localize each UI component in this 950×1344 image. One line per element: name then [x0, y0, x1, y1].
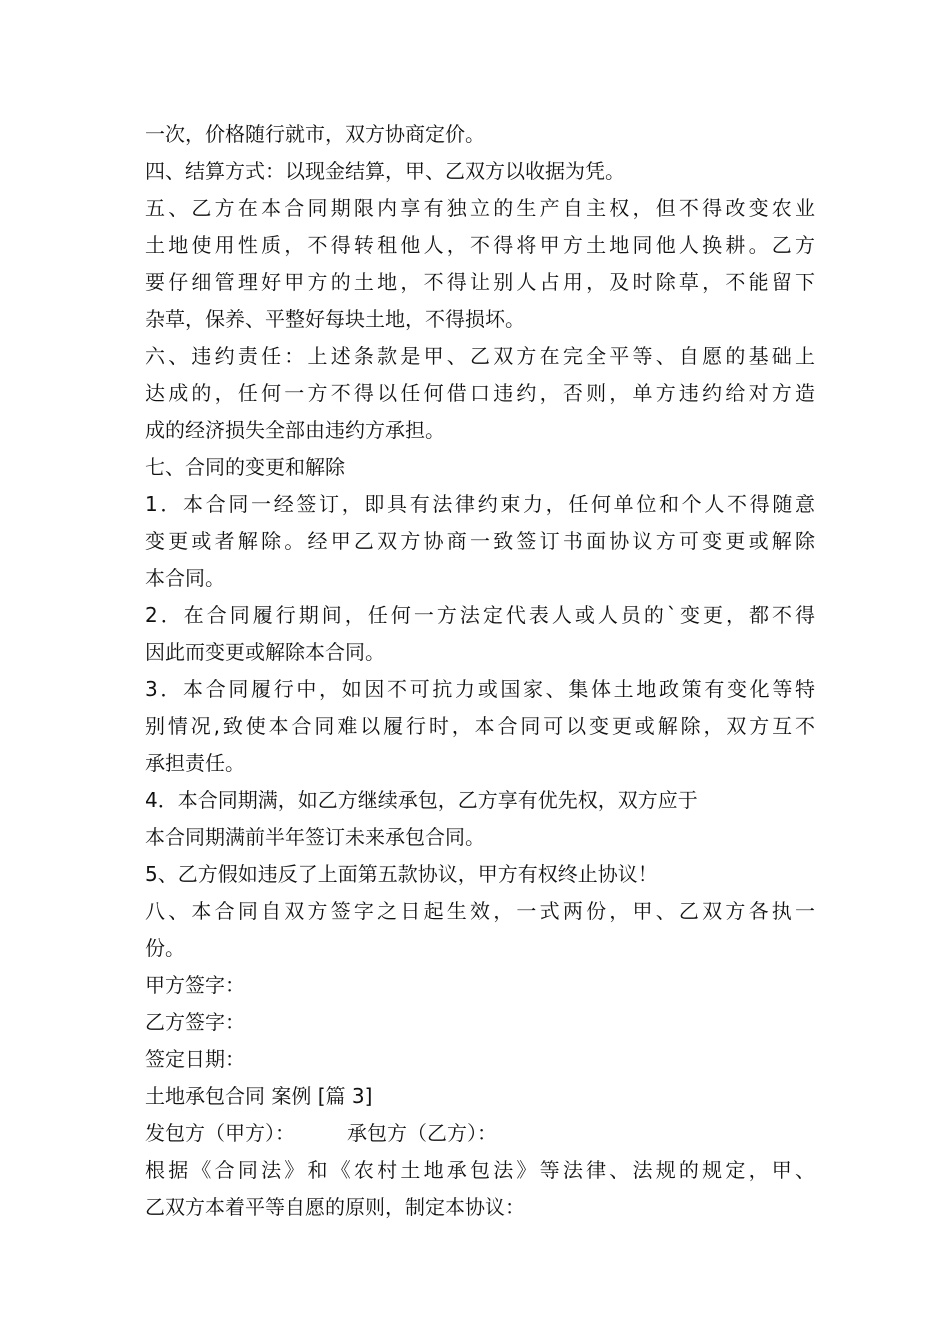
party-b-label: 承包方（乙方）：: [347, 1121, 497, 1145]
signature-party-b: 乙方签字：: [145, 1010, 245, 1034]
text-line: 成的经济损失全部由违约方承担。: [145, 418, 445, 442]
text-line: 八、本合同自双方签字之日起生效，一式两份，甲、乙双方各执一: [145, 899, 815, 923]
text-line: 根据《合同法》和《农村土地承包法》等法律、法规的规定，甲、: [145, 1158, 815, 1182]
text-line: 3．本合同履行中，如因不可抗力或国家、集体土地政策有变化等特: [145, 677, 815, 701]
text-line: 土地使用性质，不得转租他人，不得将甲方土地同他人换耕。乙方: [145, 233, 815, 257]
text-line: 本合同期满前半年签订未来承包合同。: [145, 825, 485, 849]
text-line: 别情况,致使本合同难以履行时，本合同可以变更或解除，双方互不: [145, 714, 815, 738]
text-line: 承担责任。: [145, 751, 245, 775]
text-line: 份。: [145, 936, 185, 960]
text-line: 本合同。: [145, 566, 225, 590]
text-line: 4．本合同期满，如乙方继续承包，乙方享有优先权，双方应于: [145, 788, 698, 812]
text-line: 要仔细管理好甲方的土地，不得让别人占用，及时除草，不能留下: [145, 270, 815, 294]
document-body: [145, 116, 815, 1226]
text-line: 乙双方本着平等自愿的原则，制定本协议：: [145, 1195, 525, 1219]
text-line: 四、结算方式：以现金结算，甲、乙双方以收据为凭。: [145, 159, 625, 183]
parties-line: [145, 1115, 815, 1152]
text-line: 1．本合同一经签订，即具有法律约束力，任何单位和个人不得随意: [145, 492, 815, 516]
text-line: 5、乙方假如违反了上面第五款协议，甲方有权终止协议！: [145, 862, 658, 886]
signature-party-a: 甲方签字：: [145, 973, 245, 997]
party-a-label: 发包方（甲方）：: [145, 1121, 295, 1145]
text-line: 达成的，任何一方不得以任何借口违约，否则，单方违约给对方造: [145, 381, 815, 405]
text-line: 一次，价格随行就市，双方协商定价。: [145, 122, 485, 146]
text-line: 杂草，保养、平整好每块土地，不得损坏。: [145, 307, 525, 331]
text-line: 因此而变更或解除本合同。: [145, 640, 385, 664]
text-line: 变更或者解除。经甲乙双方协商一致签订书面协议方可变更或解除: [145, 529, 815, 553]
text-line: 六、违约责任：上述条款是甲、乙双方在完全平等、自愿的基础上: [145, 344, 815, 368]
contract-title: 土地承包合同 案例 [篇 3]: [145, 1084, 373, 1108]
section-heading: 七、合同的变更和解除: [145, 455, 345, 479]
text-line: 五、乙方在本合同期限内享有独立的生产自主权，但不得改变农业: [145, 196, 815, 220]
signing-date: 签定日期：: [145, 1047, 245, 1071]
text-line: 2．在合同履行期间，任何一方法定代表人或人员的`变更，都不得: [145, 603, 815, 627]
